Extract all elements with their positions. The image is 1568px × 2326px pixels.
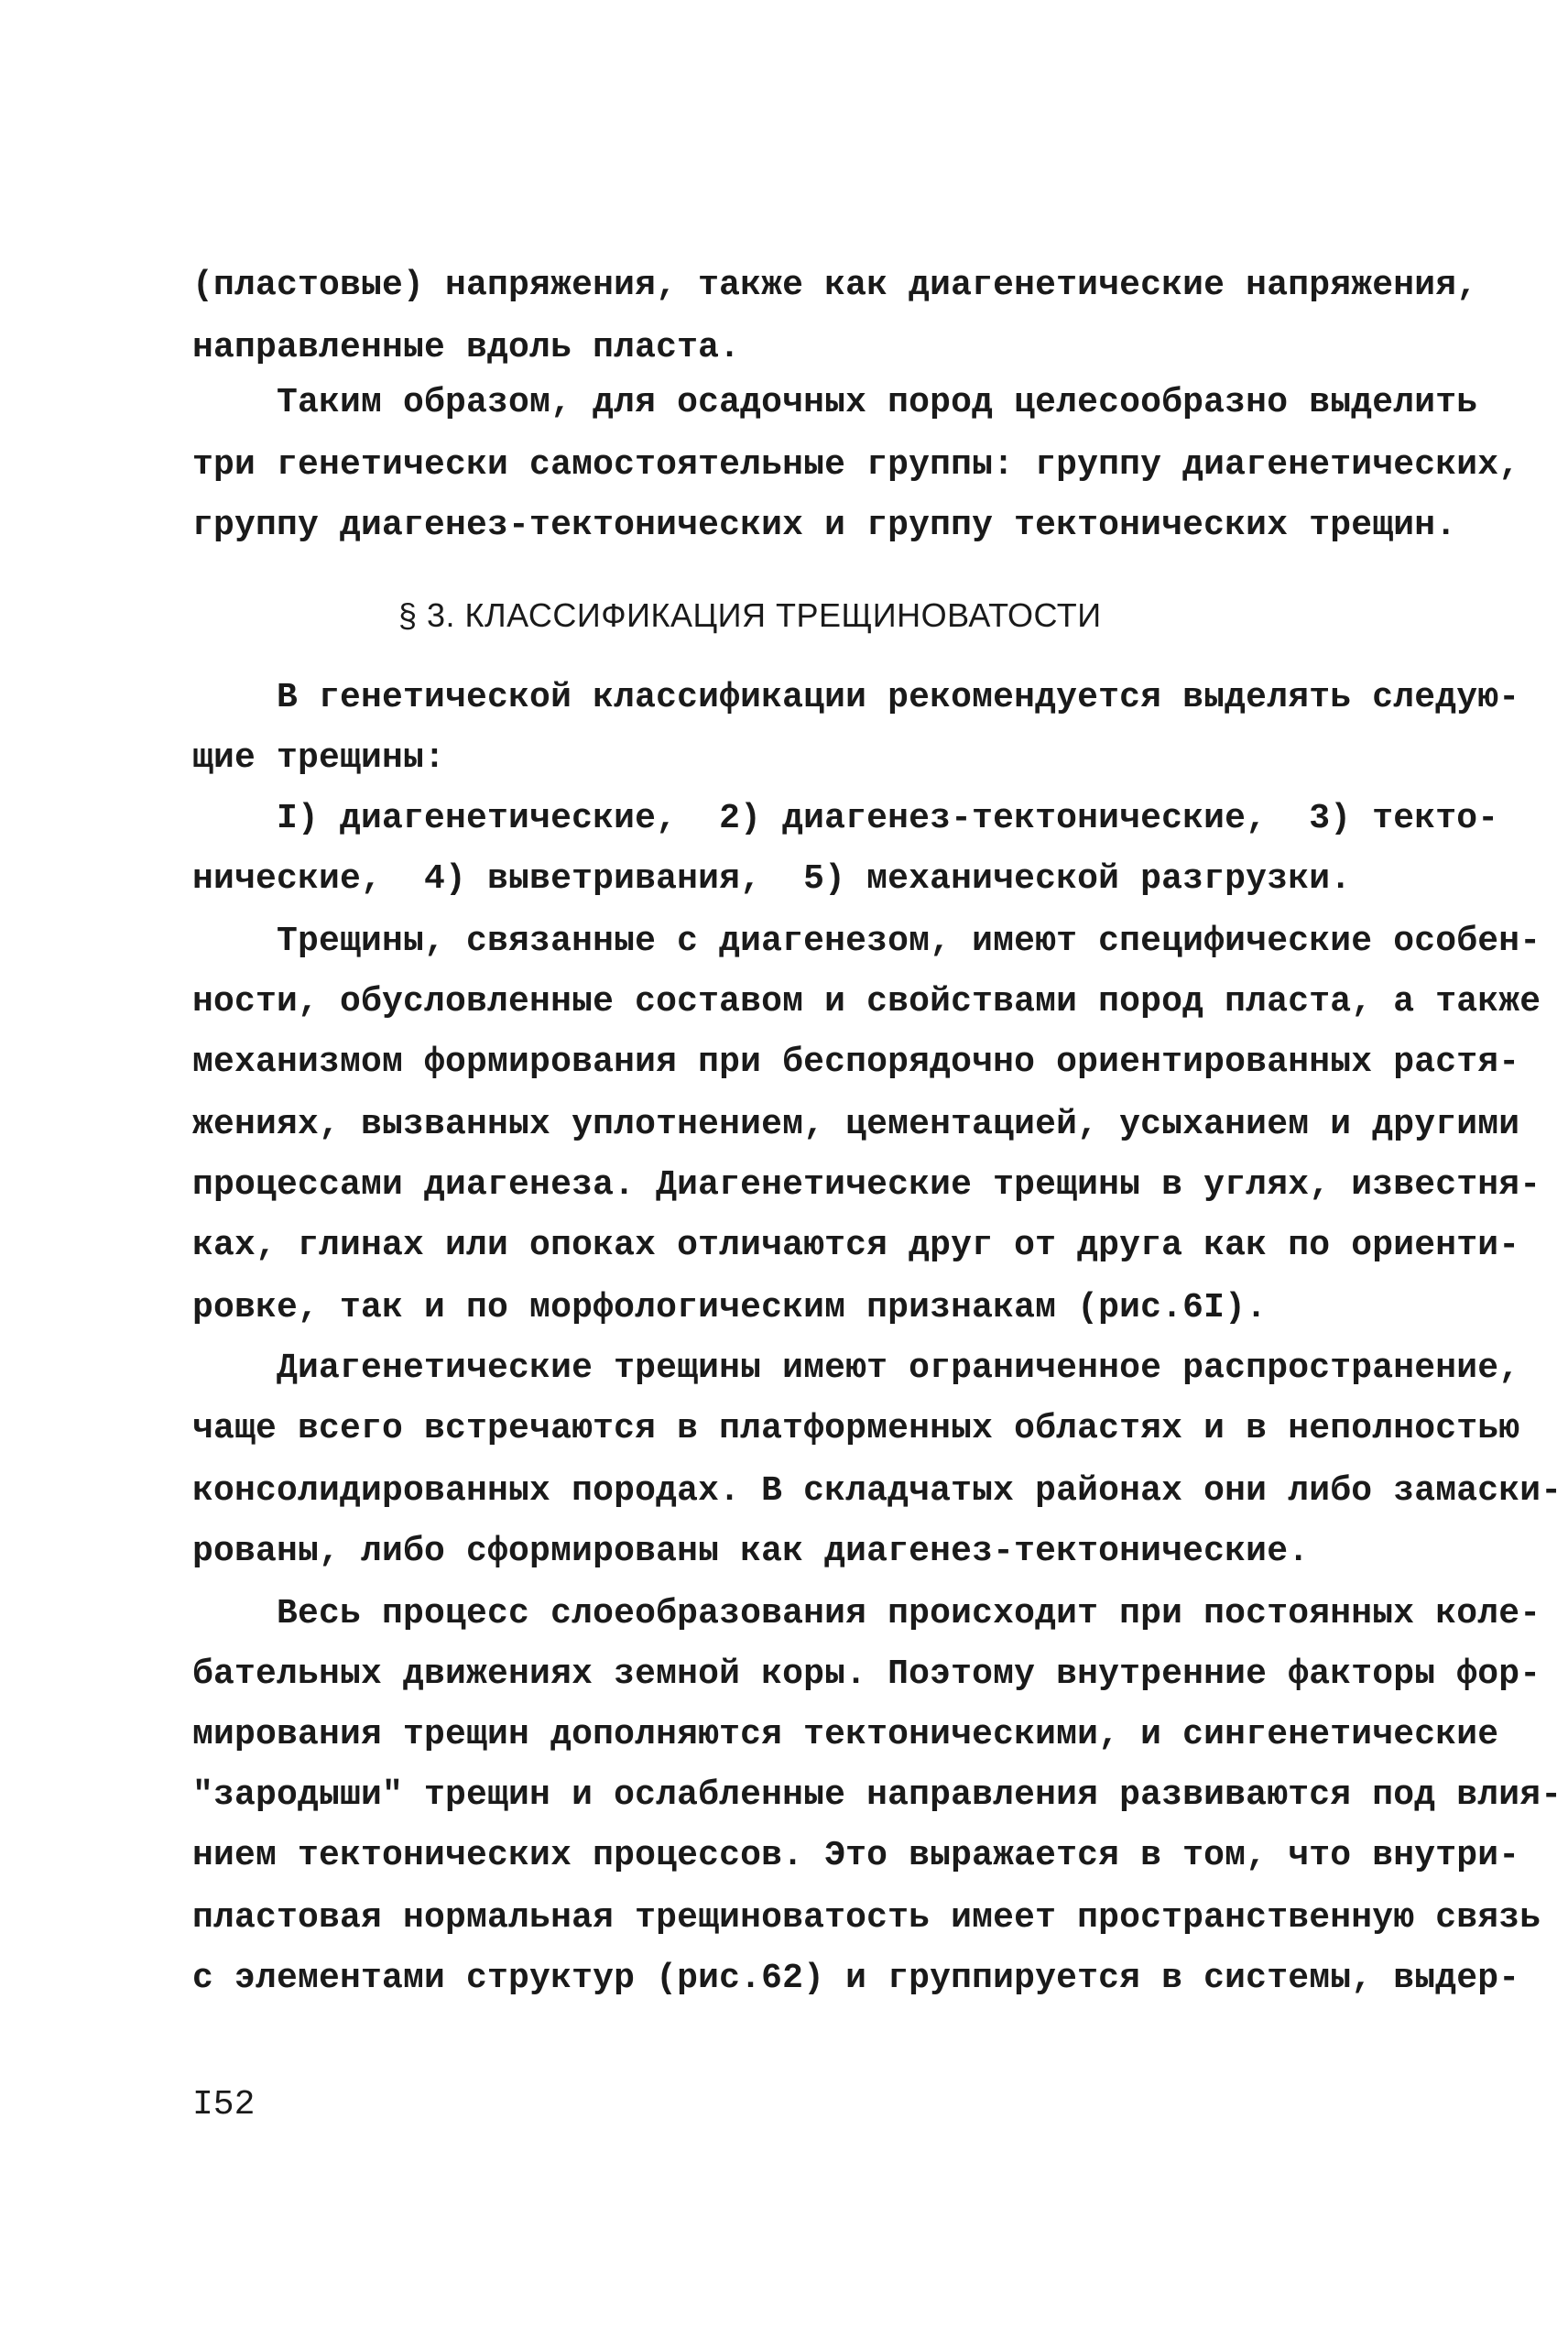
- text-line-6: В генетической классификации рекомендуется выделять следую-: [192, 678, 1520, 717]
- text-line-14: процессами диагенеза. Диагенетические трещины в углях, известня-: [192, 1165, 1541, 1205]
- text-line-23: мирования трещин дополняются тектоническими, и сингенетические: [192, 1715, 1499, 1754]
- text-line-10: Трещины, связанные с диагенезом, имеют специфические особен-: [192, 922, 1541, 961]
- text-line-16: ровке, так и по морфологическим признакам (рис.6I).: [192, 1288, 1268, 1327]
- text-line-21: Весь процесс слоеобразования происходит при постоянных коле-: [192, 1594, 1541, 1633]
- text-line-22: бательных движениях земной коры. Поэтому внутренние факторы фор-: [192, 1654, 1541, 1694]
- text-line-26: пластовая нормальная трещиноватость имеет пространственную связь: [192, 1898, 1541, 1938]
- text-line-11: ности, обусловленные составом и свойствами пород пласта, а также: [192, 982, 1541, 1021]
- text-line-27: с элементами структур (рис.62) и группируется в системы, выдер-: [192, 1959, 1520, 1998]
- text-line-4: три генетически самостоятельные группы: группу диагенетических,: [192, 445, 1520, 485]
- text-line-13: жениях, вызванных уплотнением, цементацией, усыханием и другими: [192, 1105, 1520, 1144]
- text-line-19: консолидированных породах. В складчатых районах они либо замаски-: [192, 1471, 1563, 1511]
- section-heading: § 3. КЛАССИФИКАЦИЯ ТРЕЩИНОВАТОСТИ: [398, 596, 1102, 634]
- text-line-3: Таким образом, для осадочных пород целесообразно выделить: [192, 383, 1478, 422]
- text-line-8: I) диагенетические, 2) диагенез-тектонические, 3) текто-: [192, 799, 1499, 838]
- text-line-2: направленные вдоль пласта.: [192, 328, 741, 367]
- text-line-17: Диагенетические трещины имеют ограниченное распространение,: [192, 1349, 1520, 1388]
- text-line-7: щие трещины:: [192, 738, 446, 778]
- text-line-1: (пластовые) напряжения, также как диагенетические напряжения,: [192, 266, 1478, 305]
- text-line-12: механизмом формирования при беспорядочно ориентированных растя-: [192, 1043, 1520, 1082]
- text-line-18: чаще всего встречаются в платформенных областях и в неполностью: [192, 1409, 1520, 1448]
- text-line-15: ках, глинах или опоках отличаются друг от друга как по ориенти-: [192, 1226, 1520, 1265]
- text-line-20: рованы, либо сформированы как диагенез-тектонические.: [192, 1532, 1310, 1571]
- text-line-24: "зародыши" трещин и ослабленные направления развиваются под влия-: [192, 1775, 1563, 1815]
- text-line-9: нические, 4) выветривания, 5) механической разгрузки.: [192, 859, 1352, 899]
- text-line-25: нием тектонических процессов. Это выражается в том, что внутри-: [192, 1836, 1520, 1875]
- text-line-5: группу диагенез-тектонических и группу тектонических трещин.: [192, 506, 1457, 545]
- page-number: I52: [192, 2085, 256, 2124]
